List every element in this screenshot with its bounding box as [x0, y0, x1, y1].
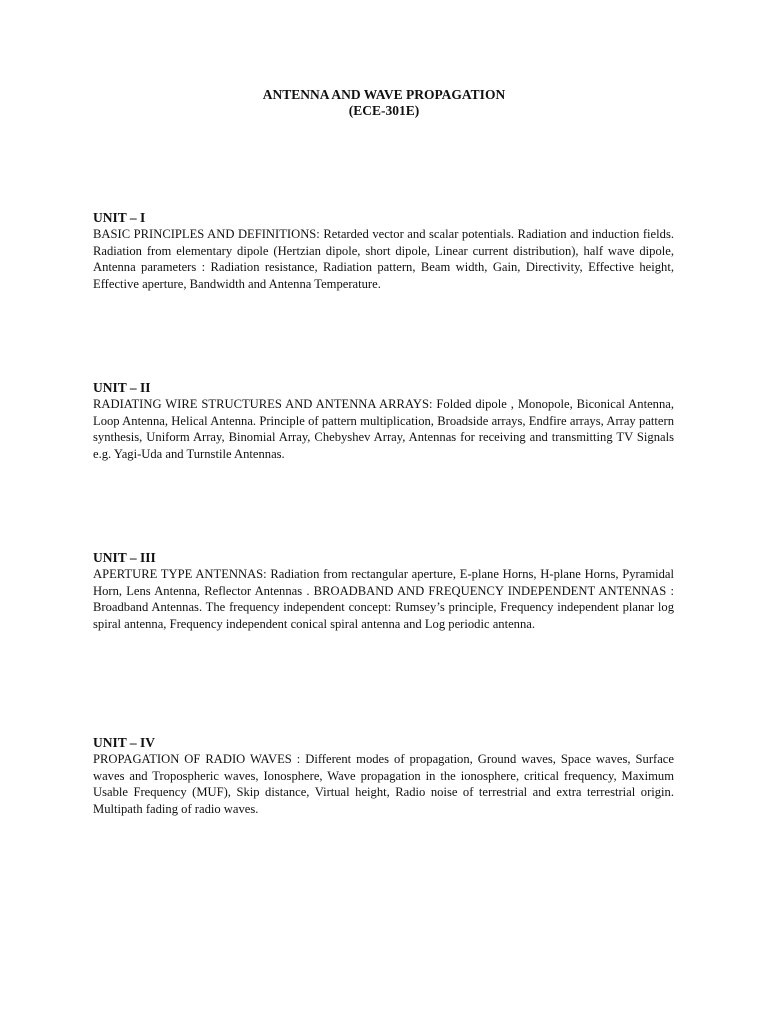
unit-body: PROPAGATION OF RADIO WAVES : Different modes of propagation, Ground waves, Space waves, Surface waves and Tropospheric waves, Ionosphere, Wave propagation in the ionosphere, critical frequency, Maximum Usable Frequency (MUF), Skip distance, Virtual height, Radio noise of terrestrial and extra terrestrial origin. Multipath fading of radio waves. — [93, 752, 674, 816]
document-title: ANTENNA AND WAVE PROPAGATION — [262, 87, 506, 102]
unit-section — [93, 209, 674, 292]
unit-heading: UNIT – III — [93, 550, 156, 565]
course-code: (ECE-301E) — [348, 103, 420, 118]
unit-body: APERTURE TYPE ANTENNAS: Radiation from rectangular aperture, E-plane Horns, H-plane Horns, Pyramidal Horn, Lens Antenna, Reflector Antennas . BROADBAND AND FREQUENCY INDEPENDENT ANTENNAS : Broadband Antennas. The frequency independent concept: Rumsey’s principle, Frequency independent planar log spiral antenna, Frequency independent conical spiral antenna and Log periodic antenna. — [93, 567, 674, 631]
unit-heading: UNIT – I — [93, 210, 146, 225]
unit-heading: UNIT – II — [93, 380, 151, 395]
unit-body: BASIC PRINCIPLES AND DEFINITIONS: Retarded vector and scalar potentials. Radiation and induction fields. Radiation from elementary dipole (Hertzian dipole, short dipole, Linear current distribution), half wave dipole, Antenna parameters : Radiation resistance, Radiation pattern, Beam width, Gain, Directivity, Effective height, Effective aperture, Bandwidth and Antenna Temperature. — [93, 227, 674, 291]
unit-section — [93, 549, 674, 632]
unit-section — [93, 379, 674, 462]
unit-section — [93, 734, 674, 817]
unit-body: RADIATING WIRE STRUCTURES AND ANTENNA ARRAYS: Folded dipole , Monopole, Biconical Antenna, Loop Antenna, Helical Antenna. Principle of pattern multiplication, Broadside arrays, Endfire arrays, Array pattern synthesis, Uniform Array, Binomial Array, Chebyshev Array, Antennas for receiving and transmitting TV Signals e.g. Yagi-Uda and Turnstile Antennas. — [93, 397, 674, 461]
unit-heading: UNIT – IV — [93, 735, 156, 750]
